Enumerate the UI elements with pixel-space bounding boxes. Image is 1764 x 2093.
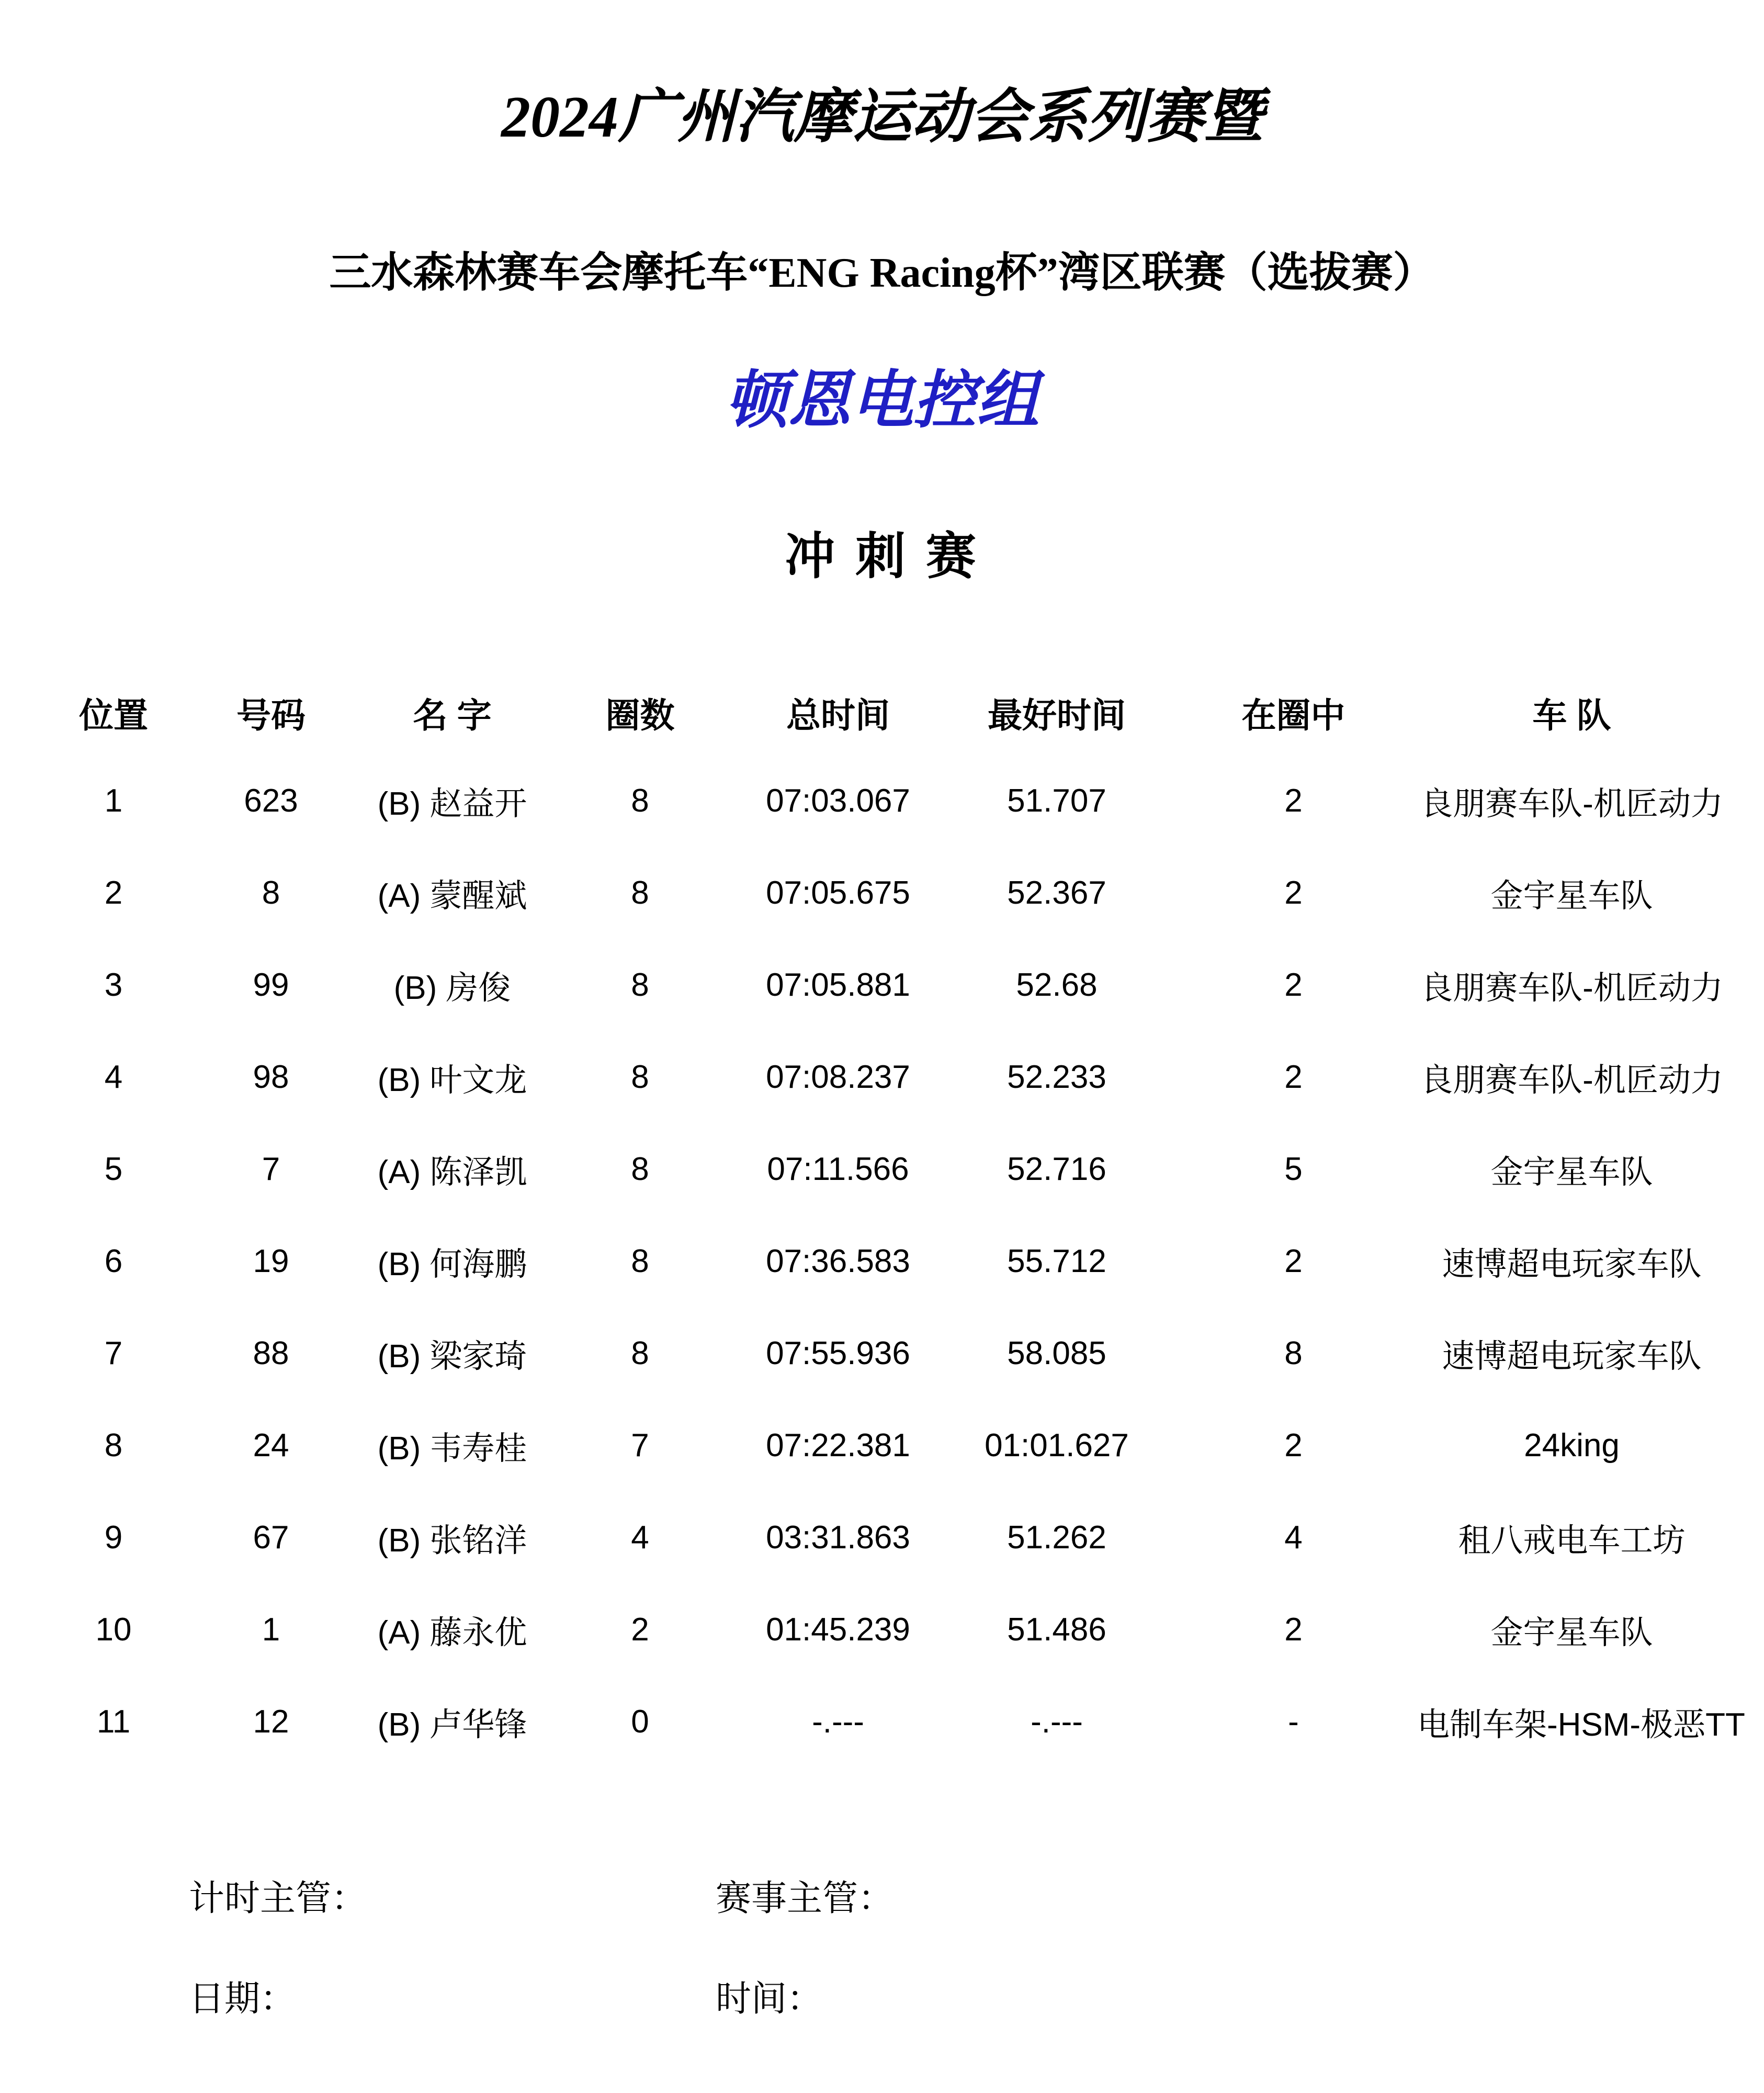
table-cell: 52.367 <box>1007 874 1106 911</box>
race-supervisor-label: 赛事主管： <box>716 1878 894 1918</box>
table-cell: 良朋赛车队-机匠动力 <box>1420 1062 1723 1098</box>
time-label: 时间： <box>716 1979 823 2019</box>
table-cell: 623 <box>244 782 298 819</box>
table-cell: 1 <box>262 1611 280 1648</box>
table-cell: (B) 赵益开 <box>377 785 527 822</box>
table-cell: 8 <box>631 782 649 819</box>
table-cell: 金宇星车队 <box>1490 877 1653 914</box>
table-cell: 99 <box>253 966 289 1003</box>
table-cell: 8 <box>631 1151 649 1187</box>
table-cell: 良朋赛车队-机匠动力 <box>1420 785 1723 822</box>
table-cell: 3 <box>104 966 123 1003</box>
table-cell: 4 <box>1284 1519 1303 1556</box>
table-cell: 10 <box>95 1611 132 1648</box>
table-cell: 5 <box>104 1151 123 1187</box>
table-cell: 8 <box>1284 1335 1303 1371</box>
table-cell: 1 <box>104 782 123 819</box>
column-header: 总时间 <box>786 695 890 735</box>
table-cell: (B) 韦寿桂 <box>377 1430 527 1467</box>
table-row <box>42 1583 1726 1675</box>
table-row <box>42 1491 1726 1583</box>
table-cell: (A) 藤永优 <box>377 1614 527 1651</box>
table-cell: 8 <box>631 1243 649 1279</box>
column-header: 位置 <box>79 695 148 735</box>
table-cell: 2 <box>104 874 123 911</box>
table-cell: 良朋赛车队-机匠动力 <box>1420 970 1723 1006</box>
group-title: 顿恩电控组 <box>725 366 1039 435</box>
table-cell: 8 <box>631 1335 649 1371</box>
table-row <box>42 755 1726 847</box>
table-cell: 55.712 <box>1007 1243 1106 1279</box>
table-cell: 2 <box>1284 1059 1303 1095</box>
column-header: 车 队 <box>1532 695 1611 735</box>
table-cell: 6 <box>104 1243 123 1279</box>
table-cell: (A) 蒙醒斌 <box>377 877 527 914</box>
table-cell: 金宇星车队 <box>1490 1614 1653 1651</box>
table-cell: 07:55.936 <box>766 1335 910 1371</box>
table-cell: 8 <box>262 874 280 911</box>
column-header: 在圈中 <box>1241 695 1345 735</box>
table-cell: 2 <box>1284 966 1303 1003</box>
table-cell: 19 <box>253 1243 289 1279</box>
table-row <box>42 847 1726 939</box>
table-cell: (B) 张铭洋 <box>377 1522 527 1559</box>
race-title: 冲 刺 赛 <box>785 528 979 584</box>
table-cell: 01:01.627 <box>985 1427 1129 1464</box>
table-cell: 速博超电玩家车队 <box>1442 1338 1702 1375</box>
table-cell: 8 <box>631 966 649 1003</box>
results-table <box>42 670 1745 1768</box>
table-cell: 51.707 <box>1007 782 1106 819</box>
table-row <box>42 939 1726 1031</box>
table-cell: (A) 陈泽凯 <box>377 1154 527 1190</box>
table-cell: 租八戒电车工坊 <box>1458 1522 1686 1559</box>
table-cell: 7 <box>104 1335 123 1371</box>
table-cell: 8 <box>631 874 649 911</box>
table-cell: -.--- <box>1031 1703 1083 1740</box>
table-cell: 67 <box>253 1519 289 1556</box>
table-cell: (B) 叶文龙 <box>377 1062 527 1098</box>
table-cell: 98 <box>253 1059 289 1095</box>
event-title: 2024广州汽摩运动会系列赛暨 <box>501 85 1263 150</box>
table-cell: 24king <box>1524 1427 1620 1464</box>
table-cell: 24 <box>253 1427 289 1464</box>
table-cell: 0 <box>631 1703 649 1740</box>
table-cell: 速博超电玩家车队 <box>1442 1246 1702 1282</box>
table-cell: 2 <box>631 1611 649 1648</box>
table-cell: 51.486 <box>1007 1611 1106 1648</box>
table-cell: 2 <box>1284 874 1303 911</box>
table-cell: 58.085 <box>1007 1335 1106 1371</box>
table-row <box>42 1399 1726 1491</box>
table-cell: 电制车架-HSM-极恶TT <box>1417 1706 1745 1743</box>
table-cell: (B) 房俊 <box>393 970 511 1006</box>
table-row <box>42 1215 1726 1307</box>
table-cell: 2 <box>1284 1611 1303 1648</box>
table-header-row <box>42 670 1726 755</box>
table-cell: - <box>1288 1703 1299 1740</box>
table-cell: 52.68 <box>1016 966 1098 1003</box>
table-cell: 07:05.881 <box>766 966 910 1003</box>
table-row <box>42 1123 1726 1215</box>
event-subtitle: 三水森林赛车会摩托车“ENG Racing杯”湾区联赛（选拔赛） <box>329 250 1435 296</box>
date-label: 日期： <box>189 1979 296 2019</box>
table-cell: 9 <box>104 1519 123 1556</box>
table-cell: 7 <box>262 1151 280 1187</box>
table-cell: 8 <box>104 1427 123 1464</box>
table-cell: 07:03.067 <box>766 782 910 819</box>
timing-supervisor-label: 计时主管： <box>189 1878 367 1918</box>
table-cell: 5 <box>1284 1151 1303 1187</box>
table-cell: 03:31.863 <box>766 1519 910 1556</box>
table-cell: 2 <box>1284 782 1303 819</box>
table-cell: -.--- <box>812 1703 864 1740</box>
table-cell: 07:22.381 <box>766 1427 910 1464</box>
table-cell: 88 <box>253 1335 289 1371</box>
table-cell: 2 <box>1284 1243 1303 1279</box>
table-cell: (B) 何海鹏 <box>377 1246 527 1282</box>
table-cell: 52.716 <box>1007 1151 1106 1187</box>
table-cell: 7 <box>631 1427 649 1464</box>
table-cell: 07:08.237 <box>766 1059 910 1095</box>
table-cell: 金宇星车队 <box>1490 1154 1653 1190</box>
table-cell: 11 <box>96 1703 131 1740</box>
table-cell: 12 <box>253 1703 289 1740</box>
table-cell: 07:36.583 <box>766 1243 910 1279</box>
table-cell: 52.233 <box>1007 1059 1106 1095</box>
table-cell: 07:05.675 <box>766 874 910 911</box>
column-header: 号码 <box>236 695 306 735</box>
column-header: 圈数 <box>605 695 675 735</box>
column-header: 最好时间 <box>988 695 1126 735</box>
table-cell: 4 <box>631 1519 649 1556</box>
table-cell: 2 <box>1284 1427 1303 1464</box>
table-cell: 01:45.239 <box>766 1611 910 1648</box>
table-cell: 07:11.566 <box>767 1151 909 1187</box>
table-cell: 51.262 <box>1007 1519 1106 1556</box>
column-header: 名 字 <box>413 695 492 735</box>
table-cell: 8 <box>631 1059 649 1095</box>
table-cell: 4 <box>104 1059 123 1095</box>
table-cell: (B) 梁家琦 <box>377 1338 527 1375</box>
table-cell: (B) 卢华锋 <box>377 1706 527 1743</box>
table-row <box>42 1307 1726 1399</box>
table-row <box>42 1031 1726 1123</box>
table-row <box>42 1675 1726 1768</box>
